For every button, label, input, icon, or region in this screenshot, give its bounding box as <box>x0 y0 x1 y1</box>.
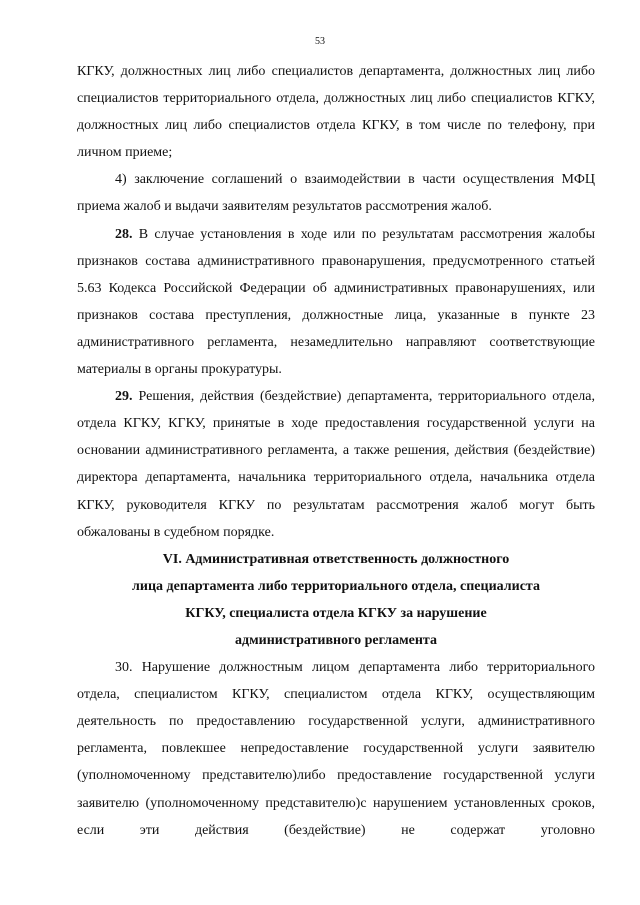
document-body <box>77 58 595 844</box>
paragraph-28-number: 28. <box>115 226 133 242</box>
page-number: 53 <box>315 36 325 47</box>
paragraph-29-number: 29. <box>115 389 133 405</box>
paragraph-continuation: КГКУ, должностных лиц либо специалистов департамента, должностных лиц либо специалистов территориального отдела, должностных лиц либо специалистов КГКУ, должностных лиц либо специалистов отдела КГКУ, в том числе по телефону, при личном приеме; <box>77 64 595 161</box>
paragraph-item-4: 4) заключение соглашений о взаимодействии в части осуществления МФЦ приема жалоб и выдачи заявителям результатов рассмотрения жалоб. <box>77 172 595 215</box>
section-heading-line-1: VI. Административная ответственность должностного <box>162 551 510 567</box>
paragraph-28-text: В случае установления в ходе или по результатам рассмотрения жалобы признаков состава административного правонарушения, предусмотренного статьей 5.63 Кодекса Российской Федерации об административных правонарушениях, или признаков состава преступления, должностные лица, указанные в пункте 23 административного регламента, незамедлительно направляют соответствующие материалы в органы прокуратуры. <box>77 226 595 378</box>
section-heading-line-3: КГКУ, специалиста отдела КГКУ за нарушение <box>185 605 487 621</box>
paragraph-28 <box>77 221 595 384</box>
section-heading-line-4: административного регламента <box>235 632 437 648</box>
section-heading-line-2: лица департамента либо территориального отдела, специалиста <box>132 578 540 594</box>
paragraph-30: 30. Нарушение должностным лицом департамента либо территориального отдела, специалистом КГКУ, специалистом отдела КГКУ, осуществляющим деятельность по предоставлению государственной услуги, административного регламента, повлекшее непредоставление государственной услуги заявителю (уполномоченному представителю)либо предоставление государственной услуги заявителю (уполномоченному представителю)с нарушением установленных сроков, если эти действия (бездействие) не содержат уголовно <box>77 660 595 838</box>
section-heading <box>77 546 595 654</box>
paragraph-29 <box>77 383 595 546</box>
paragraph-29-text: Решения, действия (бездействие) департамента, территориального отдела, отдела КГКУ, КГКУ, принятые в ходе предоставления государственной услуги на основании административного регламента, а также решения, действия (бездействие) директора департамента, начальника территориального отдела, начальника отдела КГКУ, руководителя КГКУ по результатам рассмотрения жалоб могут быть обжалованы в судебном порядке. <box>77 389 595 540</box>
